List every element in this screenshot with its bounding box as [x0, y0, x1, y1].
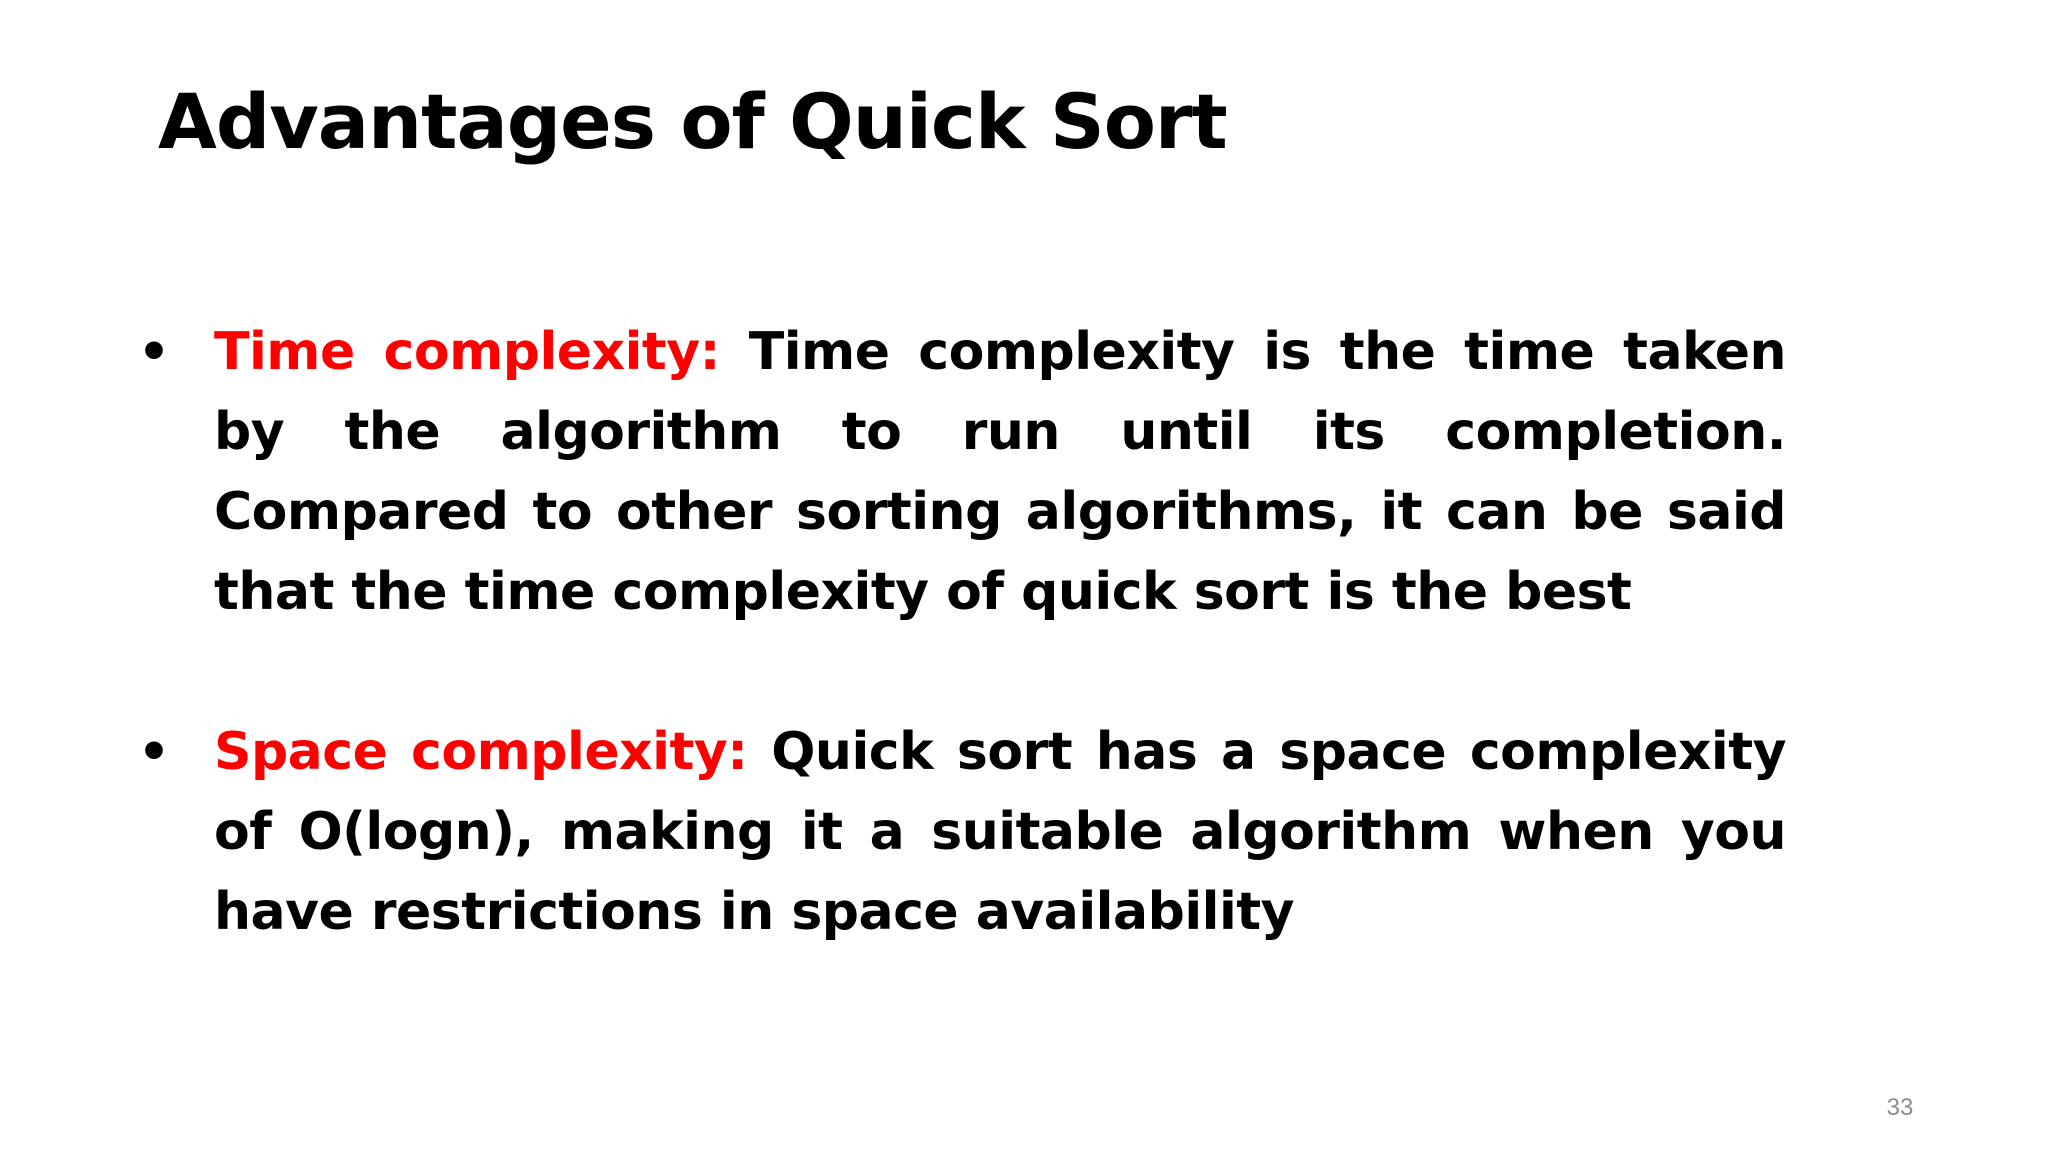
- bullet-marker: •: [138, 723, 170, 781]
- bullet-list: [134, 312, 1786, 952]
- bullet-space-complexity: [134, 712, 1786, 952]
- bullet-term: Space complexity:: [214, 722, 748, 782]
- page-number: 33: [1886, 1094, 1914, 1121]
- bullet-text: Quick sort has a space complexity of O(logn), making it a suitable algorithm when you have restrictions in space availability: [214, 722, 1786, 942]
- bullet-marker: •: [138, 323, 170, 381]
- bullet-term: Time complexity:: [214, 322, 720, 382]
- bullet-time-complexity: [134, 312, 1786, 632]
- slide-title: Advantages of Quick Sort: [158, 77, 1227, 166]
- bullet-text: Time complexity is the time taken by the algorithm to run until its completion. Compared to other sorting algorithms, it can be said that the time complexity of quick sort is the best: [214, 322, 1787, 622]
